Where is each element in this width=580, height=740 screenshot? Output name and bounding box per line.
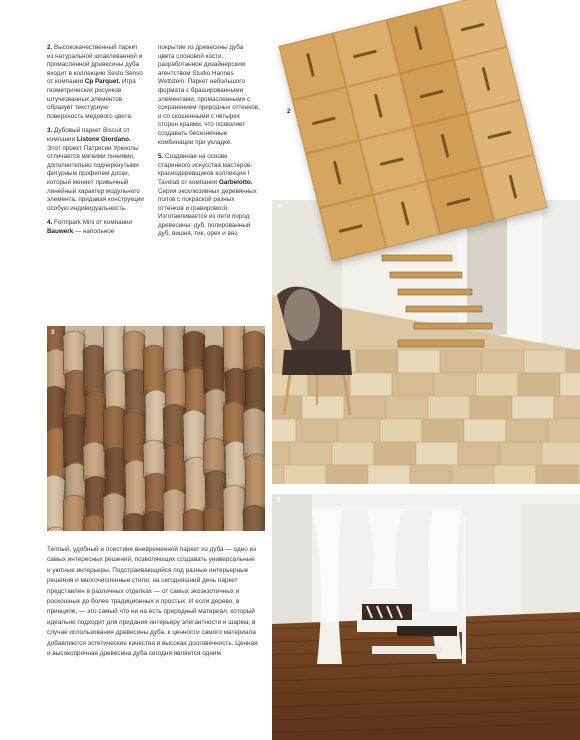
floor-tile (452, 465, 494, 484)
floor-tile (356, 350, 398, 373)
parquet-groove (353, 49, 377, 58)
article-body-text: Теплый, удобный и поистине вневременной паркет из дуба — одно из самых интересных решений, позволяющих создавать универсальные и уютные интерьеры. Подстраивающийся под разные интерьерные решения и многочисленные стили, на сегодняшний день паркет представлен в различных отделках — от самых экоэкзотичных и роскошных до более традиционных и простых. И если дерево, в принципе, — это самый что ни на есть природный материал, который идеально подходит для придания интерьеру элегантности и шарма, в случае использования древесины дуба, к ценности самого материала добавляются эстетические качества и высокая долговечность. Ценная и высокопрочная древесина дуба сегодня является одним (47, 546, 258, 658)
floor-tile (536, 465, 578, 484)
parquet-groove (380, 157, 404, 166)
plank-shade (165, 368, 187, 409)
plank-shade (123, 411, 145, 465)
brand-name: Bauwerk (47, 227, 74, 235)
floor-tile (272, 442, 290, 465)
plank-shade (143, 510, 165, 531)
floor-tile (374, 442, 416, 465)
floor-tile (470, 396, 512, 419)
figure-number: 4 (278, 204, 282, 210)
floor-tile (350, 373, 392, 396)
plank-shade (47, 474, 65, 531)
floor-tile (482, 350, 524, 373)
floor-tile (302, 396, 344, 419)
plank-shade (63, 494, 85, 531)
floor-tile (428, 396, 470, 419)
plank-shade (223, 326, 245, 373)
floor-tile (476, 373, 518, 396)
caption-text: Серия эксклюзивных деревянных полов с покраской разных оттенков и гравировкой. Изготавливается из пяти пород древесины: дуб, полированный дуб, вишня, тик, орех и вяз. (158, 187, 257, 238)
floor-tile (380, 419, 422, 442)
plank-shade (83, 514, 105, 531)
floor-tile (560, 373, 580, 396)
plank-shade (245, 366, 265, 413)
plank-pattern-illustration (47, 326, 265, 531)
plank-shade (203, 506, 225, 531)
floor-tile (518, 373, 560, 396)
floor-tile (422, 419, 464, 442)
bedroom-illustration (272, 494, 580, 740)
parquet-groove (414, 26, 423, 50)
caption-text: покрытие из древесины дуба цвета слоновой кости, разработанное дизайнерским агентством Studio Hannes Wettstein. Паркет небольшого формата с брашированными элементами, промасленными с сохранением природных оттенков, и со скошенными с четырех сторон краями, что позволяет создавать бесконечные комбинации при укладке. (158, 44, 260, 146)
parquet-tiles (278, 0, 493, 46)
caption-text: Этот проект Патрисии Уркиолы отличается мягкими линиями, дополнительно подчеркнутыми фигурным профилем доски, который меняет привычный линейный характер модульного элемента, придавая конструкции особую индивидуальность. (47, 144, 144, 212)
plank-shade (163, 488, 185, 531)
brand-name: Cp Parquet. (84, 78, 121, 86)
floor-tile (548, 419, 580, 442)
plank-shade (83, 344, 105, 396)
floor-tile (464, 419, 506, 442)
parquet-groove (420, 90, 444, 99)
plank-shade (223, 401, 245, 446)
floor-tile (458, 442, 500, 465)
caption-3 (47, 127, 145, 213)
plank-shade (63, 413, 85, 468)
floor-tile (338, 419, 380, 442)
parquet-groove (339, 224, 363, 233)
parquet-groove (460, 22, 484, 31)
parquet-groove (447, 197, 471, 206)
caption-text: Formpark Mini от компании (52, 219, 133, 227)
plank-shade (103, 405, 125, 452)
plank-shade (103, 492, 125, 531)
floor-tile (326, 465, 368, 484)
plank-shade (143, 344, 165, 395)
figure-number: 3 (51, 330, 55, 336)
floor-tile (434, 373, 476, 396)
plank-shade (183, 409, 205, 462)
floor-tile (500, 442, 542, 465)
caption-column-left (47, 44, 145, 242)
caption-5 (158, 153, 260, 239)
brand-name: Listone Giordano. (76, 135, 131, 143)
caption-text: — напольное (73, 227, 115, 235)
floor-tile (272, 465, 284, 484)
floor-tile (332, 442, 374, 465)
interior-illustration (272, 200, 580, 484)
floor-tile (410, 465, 452, 484)
plank-shade (243, 504, 265, 531)
floor-tile (494, 465, 536, 484)
floor-tile (386, 396, 428, 419)
floor-tile (392, 373, 434, 396)
plank-shade (163, 403, 185, 449)
floor-tile (524, 350, 566, 373)
plank-shade (103, 326, 125, 375)
caption-text: Высококачественный паркет из натуральной шпаклеванной и промасленной древесины дуба входит в коллекцию Sesto Senso от компании (47, 44, 143, 86)
caption-text: Дубовый паркет Biscuit от компании (47, 127, 130, 143)
plank-shade (123, 330, 145, 374)
brand-name: Garbelotto. (218, 178, 253, 186)
parquet-groove (508, 175, 517, 199)
plank-shade (163, 326, 185, 374)
figure-number: 2 (287, 109, 291, 115)
floor-tile (566, 350, 580, 373)
parquet-groove (306, 53, 315, 77)
floor-tile (368, 465, 410, 484)
parquet-groove (400, 201, 409, 225)
photo-biscuit-parquet (47, 326, 265, 531)
plank-shade (105, 369, 127, 411)
caption-4-continued (158, 44, 260, 147)
caption-number: 5. (158, 153, 164, 161)
photo-tavolati-bedroom (272, 494, 580, 740)
plank-shade (63, 330, 85, 375)
plank-shade (123, 512, 145, 531)
floor-tile (398, 350, 440, 373)
plank-shade (183, 508, 205, 531)
caption-column-middle (158, 44, 260, 245)
floor-tile (440, 350, 482, 373)
floor-tile (416, 442, 458, 465)
parquet-groove (481, 67, 490, 91)
caption-number: 2. (47, 44, 53, 51)
parquet-groove (374, 94, 383, 118)
parquet-groove (312, 117, 336, 126)
floor-tile (512, 396, 554, 419)
caption-text: Игра геометрических рисунков штучкованных элементов образует текстурную поверхность медового цвета. (47, 78, 136, 120)
plank-shade (223, 484, 245, 531)
photo-formpark-interior (272, 200, 580, 484)
plank-shade (203, 344, 225, 394)
floor-tile (290, 442, 332, 465)
plank-shade (243, 330, 265, 372)
floor-tile (542, 442, 580, 465)
caption-2 (47, 44, 145, 121)
floor-tile (554, 396, 580, 419)
plank-shade (47, 385, 65, 433)
caption-number: 3. (47, 127, 53, 135)
caption-number: 4. (47, 219, 53, 227)
parquet-groove (441, 134, 450, 158)
plank-shade (245, 453, 265, 510)
plank-shade (183, 330, 205, 373)
floor-tile (506, 419, 548, 442)
caption-4 (47, 219, 145, 236)
parquet-groove (487, 130, 511, 139)
caption-text: Созданная на основе старинного искусства мастеров-краснодеревщиков коллекция I Tavolati от компании (158, 153, 253, 186)
plank-shade (243, 407, 265, 459)
floor-tile (272, 419, 296, 442)
floor-tile (284, 465, 326, 484)
figure-number: 5 (277, 498, 281, 504)
floor-tile (296, 419, 338, 442)
parquet-groove (333, 161, 342, 185)
